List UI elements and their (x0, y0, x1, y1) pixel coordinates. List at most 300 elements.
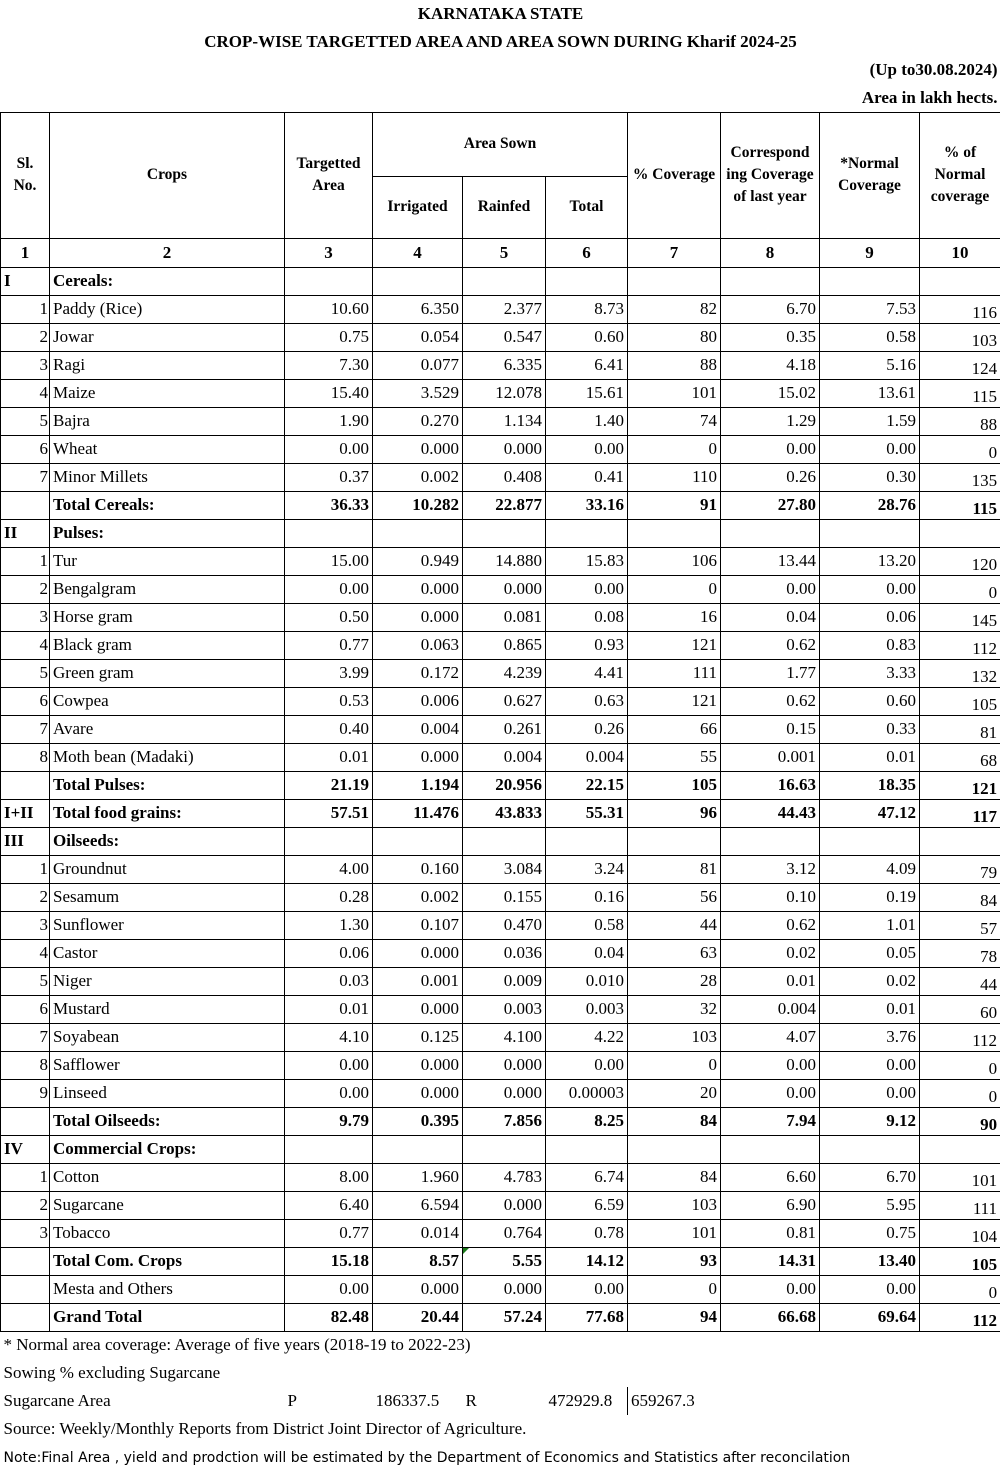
col-number: 9 (820, 238, 920, 267)
col-number: 8 (721, 238, 820, 267)
row-value: 1.194 (373, 771, 463, 799)
row-value: 0.62 (721, 911, 820, 939)
col-rainfed: Rainfed (463, 176, 546, 238)
row-value: 0.00 (820, 1275, 920, 1303)
row-crop: Cowpea (50, 687, 285, 715)
row-value: 0.62 (721, 687, 820, 715)
row-value: 0.00 (546, 575, 628, 603)
col-number: 5 (463, 238, 546, 267)
row-value: 9.12 (820, 1107, 920, 1135)
table-row (1, 463, 1000, 491)
row-value: 0.172 (373, 659, 463, 687)
row-value: 0 (628, 435, 721, 463)
row-value: 132 (920, 659, 1000, 687)
row-value: 0.00 (285, 1051, 373, 1079)
table-row (1, 547, 1000, 575)
row-sl: III (1, 827, 50, 855)
table-row (1, 1163, 1000, 1191)
row-value: 112 (920, 1303, 1000, 1331)
row-value: 0.003 (546, 995, 628, 1023)
row-value: 57 (920, 911, 1000, 939)
row-value: 15.02 (721, 379, 820, 407)
p-label: P (287, 1391, 297, 1410)
row-value: 0.63 (546, 687, 628, 715)
table-row (1, 1247, 1000, 1275)
row-value: 0.00 (721, 435, 820, 463)
row-value: 1.960 (373, 1163, 463, 1191)
row-value: 124 (920, 351, 1000, 379)
table-row (1, 883, 1000, 911)
row-value: 0 (628, 1275, 721, 1303)
row-value: 101 (920, 1163, 1000, 1191)
row-value: 0.107 (373, 911, 463, 939)
p-value: 186337.5 (375, 1391, 440, 1410)
row-value (546, 827, 628, 855)
sum-value: 659267.3 (628, 1387, 721, 1415)
table-row (1, 911, 1000, 939)
row-value: 5.55 (463, 1247, 546, 1275)
row-crop: Cereals: (50, 267, 285, 295)
table-row (1, 379, 1000, 407)
row-value: 4.09 (820, 855, 920, 883)
row-sl: 3 (1, 911, 50, 939)
row-crop: Black gram (50, 631, 285, 659)
row-value: 105 (920, 1247, 1000, 1275)
row-value: 21.19 (285, 771, 373, 799)
row-value: 0.00 (546, 1275, 628, 1303)
row-value: 0.408 (463, 463, 546, 491)
row-value: 4.239 (463, 659, 546, 687)
row-value: 115 (920, 491, 1000, 519)
row-sl: 4 (1, 939, 50, 967)
row-value (920, 267, 1000, 295)
row-value: 1.40 (546, 407, 628, 435)
row-value: 0.004 (546, 743, 628, 771)
row-crop: Sugarcane (50, 1191, 285, 1219)
row-value: 0.77 (285, 631, 373, 659)
row-value: 57.24 (463, 1303, 546, 1331)
col-number: 7 (628, 238, 721, 267)
row-value: 0.000 (463, 1191, 546, 1219)
row-value: 105 (628, 771, 721, 799)
row-sl: 6 (1, 435, 50, 463)
table-row (1, 1191, 1000, 1219)
row-value: 116 (920, 295, 1000, 323)
row-value: 3.33 (820, 659, 920, 687)
row-value (285, 267, 373, 295)
col-sl: Sl. No. (1, 112, 50, 238)
row-crop: Paddy (Rice) (50, 295, 285, 323)
col-number: 6 (546, 238, 628, 267)
row-value: 103 (628, 1191, 721, 1219)
row-value: 13.44 (721, 547, 820, 575)
row-value: 81 (920, 715, 1000, 743)
row-value: 0.00003 (546, 1079, 628, 1107)
row-value: 0.002 (373, 463, 463, 491)
row-value: 103 (628, 1023, 721, 1051)
col-irrigated: Irrigated (373, 176, 463, 238)
row-value: 0.06 (820, 603, 920, 631)
row-sl: 6 (1, 995, 50, 1023)
row-value: 0.16 (546, 883, 628, 911)
row-crop: Mustard (50, 995, 285, 1023)
row-value: 69.64 (820, 1303, 920, 1331)
row-value: 117 (920, 799, 1000, 827)
row-value: 36.33 (285, 491, 373, 519)
row-crop: Bajra (50, 407, 285, 435)
col-target: Targetted Area (285, 112, 373, 238)
row-value: 91 (628, 491, 721, 519)
row-value: 0.063 (373, 631, 463, 659)
row-crop: Tobacco (50, 1219, 285, 1247)
row-value: 0.01 (721, 967, 820, 995)
row-value: 0.077 (373, 351, 463, 379)
row-value: 0.00 (721, 575, 820, 603)
row-value: 88 (628, 351, 721, 379)
row-value: 4.18 (721, 351, 820, 379)
row-value (920, 519, 1000, 547)
col-number: 1 (1, 238, 50, 267)
row-crop: Total Oilseeds: (50, 1107, 285, 1135)
row-crop: Wheat (50, 435, 285, 463)
row-value (546, 1135, 628, 1163)
row-value (628, 267, 721, 295)
row-value: 105 (920, 687, 1000, 715)
row-value: 14.12 (546, 1247, 628, 1275)
row-value: 0.00 (285, 435, 373, 463)
row-value: 11.476 (373, 799, 463, 827)
row-value: 4.783 (463, 1163, 546, 1191)
row-value (373, 827, 463, 855)
sugarcane-area-label: Sugarcane Area (3, 1391, 111, 1410)
row-value: 0.000 (373, 1051, 463, 1079)
row-value: 7.94 (721, 1107, 820, 1135)
table-row (1, 491, 1000, 519)
row-value: 60 (920, 995, 1000, 1023)
row-value: 101 (628, 379, 721, 407)
row-sl: 8 (1, 743, 50, 771)
row-sl (1, 771, 50, 799)
table-row (1, 715, 1000, 743)
row-value: 8.57 (373, 1247, 463, 1275)
row-value: 82.48 (285, 1303, 373, 1331)
table-row (1, 1135, 1000, 1163)
row-value: 0 (920, 1275, 1000, 1303)
row-value: 4.00 (285, 855, 373, 883)
row-value: 14.31 (721, 1247, 820, 1275)
row-value: 0.01 (820, 995, 920, 1023)
row-value: 111 (920, 1191, 1000, 1219)
row-sl: 4 (1, 631, 50, 659)
table-row (1, 1219, 1000, 1247)
row-crop: Oilseeds: (50, 827, 285, 855)
row-value: 0 (628, 575, 721, 603)
row-sl (1, 1275, 50, 1303)
row-value: 1.77 (721, 659, 820, 687)
row-value: 0.08 (546, 603, 628, 631)
row-value: 0.036 (463, 939, 546, 967)
table-row (1, 1023, 1000, 1051)
row-sl: 1 (1, 1163, 50, 1191)
row-crop: Linseed (50, 1079, 285, 1107)
row-sl: 2 (1, 1191, 50, 1219)
row-value: 112 (920, 631, 1000, 659)
row-value: 0.53 (285, 687, 373, 715)
row-value: 0.000 (463, 575, 546, 603)
row-value: 0.35 (721, 323, 820, 351)
row-crop: Grand Total (50, 1303, 285, 1331)
row-value: 84 (628, 1163, 721, 1191)
row-value (721, 1135, 820, 1163)
row-value: 1.30 (285, 911, 373, 939)
row-value: 0.000 (463, 435, 546, 463)
row-value: 0.00 (820, 575, 920, 603)
r-value: 472929.8 (548, 1391, 613, 1410)
row-value (285, 519, 373, 547)
row-value: 6.90 (721, 1191, 820, 1219)
row-crop: Mesta and Others (50, 1275, 285, 1303)
row-value: 0.00 (285, 1079, 373, 1107)
row-value: 121 (628, 687, 721, 715)
table-row (1, 631, 1000, 659)
row-value: 0.764 (463, 1219, 546, 1247)
row-value: 0.000 (373, 1079, 463, 1107)
row-value: 0.002 (373, 883, 463, 911)
row-value: 0.01 (285, 995, 373, 1023)
row-value: 0.83 (820, 631, 920, 659)
row-sl: 8 (1, 1051, 50, 1079)
table-row (1, 351, 1000, 379)
row-value: 0.261 (463, 715, 546, 743)
row-value: 0.60 (546, 323, 628, 351)
row-value: 135 (920, 463, 1000, 491)
row-value: 0.00 (721, 1275, 820, 1303)
row-value: 0.000 (373, 995, 463, 1023)
table-row (1, 519, 1000, 547)
table-row (1, 603, 1000, 631)
row-value: 16 (628, 603, 721, 631)
row-value: 0.001 (721, 743, 820, 771)
row-value: 28 (628, 967, 721, 995)
row-value: 13.40 (820, 1247, 920, 1275)
row-value: 0.00 (546, 1051, 628, 1079)
source-note: Source: Weekly/Monthly Reports from District Joint Director of Agriculture. (3, 1419, 527, 1438)
row-crop: Total Cereals: (50, 491, 285, 519)
row-value: 16.63 (721, 771, 820, 799)
table-row (1, 967, 1000, 995)
row-value: 0.30 (820, 463, 920, 491)
row-value: 20.44 (373, 1303, 463, 1331)
row-value: 6.335 (463, 351, 546, 379)
row-value: 32 (628, 995, 721, 1023)
row-value: 0.004 (721, 995, 820, 1023)
row-crop: Jowar (50, 323, 285, 351)
table-row (1, 435, 1000, 463)
row-value: 0.93 (546, 631, 628, 659)
row-crop: Groundnut (50, 855, 285, 883)
row-value: 6.74 (546, 1163, 628, 1191)
row-value: 0.009 (463, 967, 546, 995)
row-value: 0.006 (373, 687, 463, 715)
row-sl: 5 (1, 967, 50, 995)
row-value: 0 (628, 1051, 721, 1079)
row-value: 13.20 (820, 547, 920, 575)
row-value: 0.470 (463, 911, 546, 939)
row-value: 1.01 (820, 911, 920, 939)
row-value: 44.43 (721, 799, 820, 827)
row-value (820, 519, 920, 547)
row-value: 0.02 (820, 967, 920, 995)
row-value: 120 (920, 547, 1000, 575)
row-value: 8.25 (546, 1107, 628, 1135)
row-value: 0.000 (373, 939, 463, 967)
row-value (820, 1135, 920, 1163)
row-value: 15.83 (546, 547, 628, 575)
row-value: 68 (920, 743, 1000, 771)
row-value: 1.90 (285, 407, 373, 435)
row-value: 20.956 (463, 771, 546, 799)
row-value: 66.68 (721, 1303, 820, 1331)
row-sl (1, 491, 50, 519)
row-value: 8.73 (546, 295, 628, 323)
row-value: 0.000 (373, 743, 463, 771)
row-value: 56 (628, 883, 721, 911)
row-value: 0.62 (721, 631, 820, 659)
row-value: 0.01 (820, 743, 920, 771)
row-sl: IV (1, 1135, 50, 1163)
row-value: 8.00 (285, 1163, 373, 1191)
row-value: 0.75 (820, 1219, 920, 1247)
row-value: 0.003 (463, 995, 546, 1023)
row-value: 0.77 (285, 1219, 373, 1247)
row-crop: Safflower (50, 1051, 285, 1079)
row-value: 4.100 (463, 1023, 546, 1051)
row-value: 0.395 (373, 1107, 463, 1135)
page-title: CROP-WISE TARGETTED AREA AND AREA SOWN DURING Kharif 2024-25 (204, 32, 797, 51)
row-value: 90 (920, 1107, 1000, 1135)
col-number: 2 (50, 238, 285, 267)
row-value: 6.41 (546, 351, 628, 379)
row-crop: Cotton (50, 1163, 285, 1191)
col-number: 4 (373, 238, 463, 267)
row-sl: 7 (1, 463, 50, 491)
row-value: 0.37 (285, 463, 373, 491)
row-value (628, 1135, 721, 1163)
col-area-sown: Area Sown (373, 112, 628, 176)
row-crop: Pulses: (50, 519, 285, 547)
table-row (1, 1107, 1000, 1135)
row-value: 0.04 (721, 603, 820, 631)
row-crop: Maize (50, 379, 285, 407)
row-value: 121 (628, 631, 721, 659)
row-value: 0.78 (546, 1219, 628, 1247)
row-crop: Ragi (50, 351, 285, 379)
row-value: 110 (628, 463, 721, 491)
row-value: 0.547 (463, 323, 546, 351)
row-sl: 1 (1, 547, 50, 575)
row-sl: 3 (1, 1219, 50, 1247)
row-value: 0.949 (373, 547, 463, 575)
row-sl: 3 (1, 603, 50, 631)
row-value: 1.29 (721, 407, 820, 435)
table-row (1, 687, 1000, 715)
row-value (820, 827, 920, 855)
row-value: 3.99 (285, 659, 373, 687)
row-crop: Commercial Crops: (50, 1135, 285, 1163)
row-value: 6.60 (721, 1163, 820, 1191)
normal-note: * Normal area coverage: Average of five years (2018-19 to 2022-23) (3, 1335, 471, 1355)
row-value: 0.125 (373, 1023, 463, 1051)
row-value: 20 (628, 1079, 721, 1107)
table-row (1, 659, 1000, 687)
table-row (1, 267, 1000, 295)
row-crop: Castor (50, 939, 285, 967)
unit-label: Area in lakh hects. (861, 87, 998, 107)
table-row (1, 1303, 1000, 1331)
table-row (1, 939, 1000, 967)
row-value: 0.00 (721, 1079, 820, 1107)
row-value: 7.53 (820, 295, 920, 323)
row-value (721, 519, 820, 547)
row-value: 0.75 (285, 323, 373, 351)
row-value: 12.078 (463, 379, 546, 407)
row-value: 77.68 (546, 1303, 628, 1331)
row-value: 104 (920, 1219, 1000, 1247)
row-value: 112 (920, 1023, 1000, 1051)
row-value: 0.58 (820, 323, 920, 351)
row-value: 0.33 (820, 715, 920, 743)
row-value: 9.79 (285, 1107, 373, 1135)
col-total: Total (546, 176, 628, 238)
row-value: 7.30 (285, 351, 373, 379)
table-row (1, 743, 1000, 771)
state-title: KARNATAKA STATE (417, 4, 584, 23)
row-value: 0.50 (285, 603, 373, 631)
row-value (546, 267, 628, 295)
row-crop: Avare (50, 715, 285, 743)
report-date: (Up to30.08.2024) (869, 60, 998, 79)
row-value (920, 1135, 1000, 1163)
row-sl (1, 1303, 50, 1331)
col-number: 3 (285, 238, 373, 267)
row-value: 0.014 (373, 1219, 463, 1247)
row-value: 4.22 (546, 1023, 628, 1051)
row-value: 6.70 (820, 1163, 920, 1191)
row-sl: 2 (1, 883, 50, 911)
row-value: 0.160 (373, 855, 463, 883)
row-value: 47.12 (820, 799, 920, 827)
row-value (463, 827, 546, 855)
row-sl: 4 (1, 379, 50, 407)
row-value: 3.084 (463, 855, 546, 883)
table-body (1, 267, 1000, 1331)
row-value: 27.80 (721, 491, 820, 519)
col-crops: Crops (50, 112, 285, 238)
col-last-year: Correspond ing Coverage of last year (721, 112, 820, 238)
row-value: 82 (628, 295, 721, 323)
row-value: 10.60 (285, 295, 373, 323)
row-value: 0.155 (463, 883, 546, 911)
row-value: 3.76 (820, 1023, 920, 1051)
col-pct-normal: % of Normal coverage (920, 112, 1000, 238)
row-value: 0.41 (546, 463, 628, 491)
row-sl: 1 (1, 855, 50, 883)
row-value: 0.00 (546, 435, 628, 463)
row-value: 18.35 (820, 771, 920, 799)
row-value: 0.00 (285, 575, 373, 603)
row-value (373, 519, 463, 547)
row-crop: Niger (50, 967, 285, 995)
